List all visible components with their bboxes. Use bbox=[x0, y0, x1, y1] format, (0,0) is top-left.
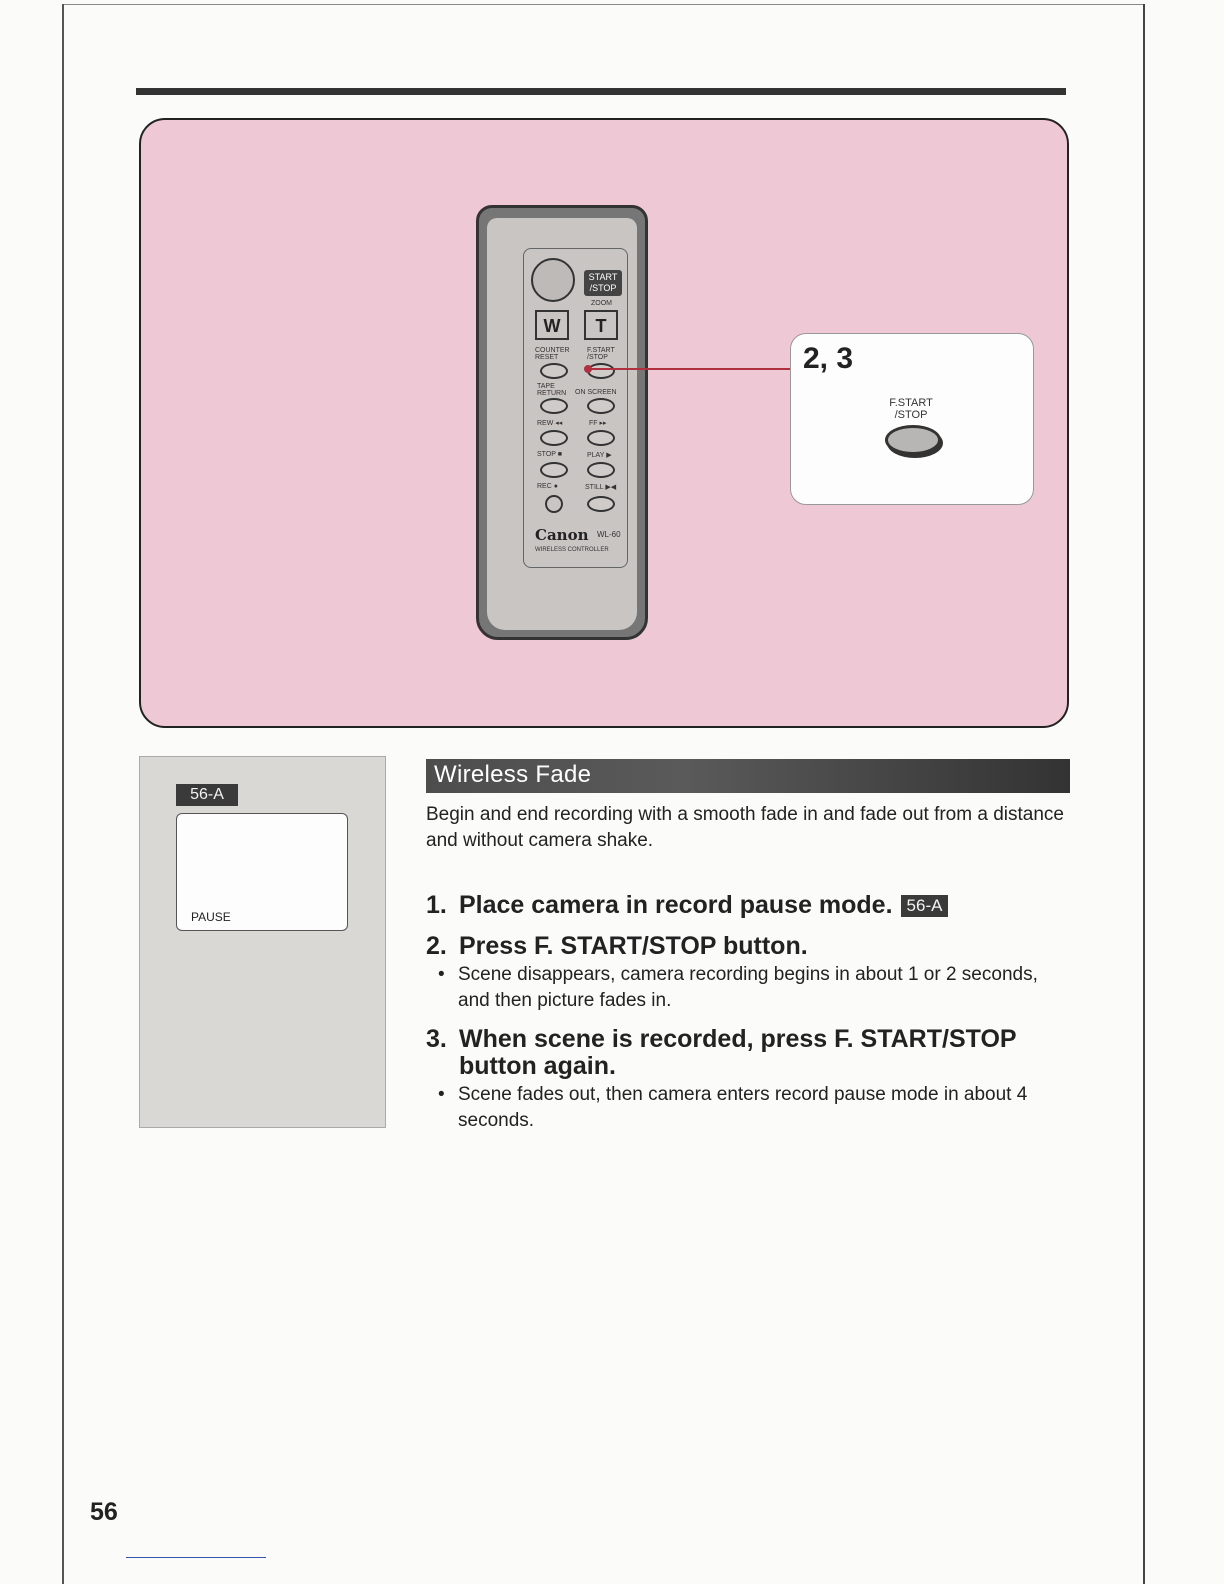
page-border bbox=[62, 4, 64, 1584]
page-number: 56 bbox=[90, 1498, 118, 1526]
remote-brand-logo: Canon bbox=[535, 526, 589, 544]
bullet-icon: • bbox=[438, 964, 445, 985]
page-border bbox=[62, 4, 1144, 5]
remote-rew-label: REW ◂◂ bbox=[537, 420, 563, 427]
remote-stop-label: STOP ■ bbox=[537, 451, 562, 458]
remote-counter-reset-button bbox=[540, 363, 568, 379]
page-border bbox=[1143, 4, 1145, 1584]
f-start-stop-button-closeup bbox=[885, 425, 941, 455]
remote-f-start-stop-label: F.START /STOP bbox=[587, 347, 615, 361]
remote-still-label: STILL ▶◀ bbox=[585, 484, 617, 491]
remote-model-label: WL-60 bbox=[597, 530, 621, 539]
step-1 bbox=[426, 892, 1071, 919]
section-title: Wireless Fade bbox=[434, 761, 592, 788]
step-3 bbox=[426, 1025, 1071, 1080]
callout-leader-line bbox=[588, 368, 791, 370]
remote-rec-label: REC ● bbox=[537, 483, 558, 490]
remote-stop-button bbox=[540, 462, 568, 478]
remote-ff-button bbox=[587, 430, 615, 446]
remote-rew-button bbox=[540, 430, 568, 446]
remote-still-button bbox=[587, 496, 615, 512]
remote-rec-button bbox=[545, 495, 563, 513]
note-text: Scene disappears, camera recording begins in about 1 or 2 seconds, and then picture fades in. bbox=[458, 964, 1038, 1011]
step-2 bbox=[426, 933, 1071, 960]
top-rule bbox=[136, 88, 1066, 95]
remote-play-button bbox=[587, 462, 615, 478]
remote-start-stop-button: START /STOP bbox=[584, 270, 622, 296]
scan-artifact-line bbox=[126, 1557, 266, 1558]
remote-w-button: W bbox=[535, 310, 569, 340]
figure-reference-tag: 56-A bbox=[901, 895, 949, 917]
screen-status-text: PAUSE bbox=[191, 910, 231, 924]
figure-tag: 56-A bbox=[176, 784, 238, 806]
bullet-icon: • bbox=[438, 1084, 445, 1105]
remote-t-button: T bbox=[584, 310, 618, 340]
remote-zoom-label: ZOOM bbox=[591, 300, 612, 307]
remote-ff-label: FF ▸▸ bbox=[589, 420, 607, 427]
remote-on-screen-label: ON SCREEN bbox=[575, 389, 617, 396]
remote-on-screen-button bbox=[587, 398, 615, 414]
remote-controller-illustration bbox=[476, 205, 648, 640]
remote-sensor bbox=[531, 258, 575, 302]
callout-step-numbers: 2, 3 bbox=[803, 342, 854, 375]
remote-brand-subtitle: WIRELESS CONTROLLER bbox=[535, 547, 609, 553]
section-header bbox=[426, 759, 1070, 793]
callout-button-label: F.START /STOP bbox=[889, 397, 933, 421]
step-number: 3. bbox=[426, 1025, 447, 1053]
note-text: Scene fades out, then camera enters record pause mode in about 4 seconds. bbox=[458, 1084, 1028, 1131]
step-text: When scene is recorded, press F. START/STOP button again. bbox=[459, 1025, 1017, 1080]
remote-tape-return-label: TAPE RETURN bbox=[537, 383, 567, 397]
callout-box bbox=[790, 333, 1034, 505]
remote-counter-reset-label: COUNTER RESET bbox=[535, 347, 570, 361]
callout-leader-dot bbox=[584, 365, 592, 373]
remote-tape-return-button bbox=[540, 398, 568, 414]
step-text: Place camera in record pause mode. bbox=[459, 891, 893, 919]
step-number: 1. bbox=[426, 891, 447, 919]
remote-play-label: PLAY ▶ bbox=[587, 452, 612, 459]
display-example-panel bbox=[139, 756, 386, 1128]
viewfinder-screen bbox=[176, 813, 348, 931]
intro-paragraph: Begin and end recording with a smooth fade in and fade out from a distance and without camera shake. bbox=[426, 804, 1064, 851]
step-number: 2. bbox=[426, 932, 447, 960]
step-text: Press F. START/STOP button. bbox=[459, 932, 808, 960]
